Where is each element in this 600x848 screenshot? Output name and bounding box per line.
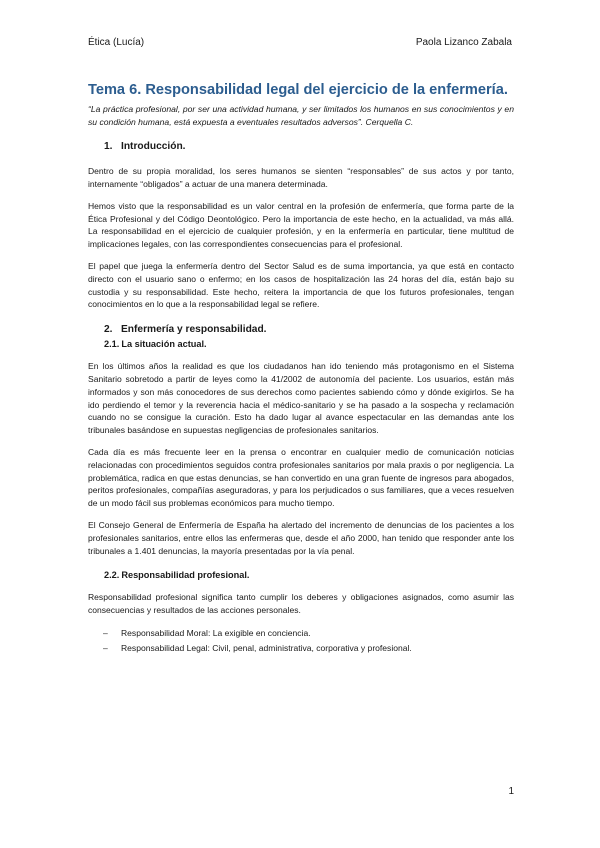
document-title: Tema 6. Responsabilidad legal del ejercicio de la enfermería. — [88, 82, 508, 98]
subsection-2-2-title: Responsabilidad profesional. — [121, 570, 250, 581]
paragraph: Hemos visto que la responsabilidad es un valor central en la profesión de enfermería, que forma parte de la Ética Profesional y del Código Deontológico. Pero la importancia de este hecho, en la actualidad, va más allá. La responsabilidad en el ejercicio de cualquier profesión, y en la enfermería en particular, tiene multitud de implicaciones legales, con las correspondientes consecuencias para el profesional. — [88, 200, 514, 250]
dash-bullet-icon: – — [103, 627, 108, 638]
document-body — [88, 82, 514, 655]
subsection-2-1-title: La situación actual. — [121, 339, 207, 350]
paragraph: Cada día es más frecuente leer en la prensa o encontrar en cualquier medio de comunicación noticias relacionadas con procedimientos seguidos contra profesionales sanitarios por mala praxis o por negligencia. La problemática, radica en que estas denuncias, se han convertido en una gran fuente de ingresos para abogados, peritos profesionales, compañías aseguradoras, y para los perjudicados o sus familiares, que a veces resuelven de un modo fácil sus problemas económicos para mucho tiempo. — [88, 446, 514, 509]
section-1-number: 1. — [104, 141, 113, 153]
paragraph: En los últimos años la realidad es que los ciudadanos han ido teniendo más protagonismo en el Sistema Sanitario sobretodo a partir de leyes como la 41/2002 de autonomía del paciente. Los usuarios, están más informados y son más conocedores de sus derechos como pacientes sabiendo cómo y dónde exigirlos. Se ha ido perdiendo el temor y la reverencia hacia el médico-sanitario y se ha pasado a la sospecha y reclamación cuando no se consigue la curación. Esto ha dado lugar al avance espectacular en las demandas ante los tribunales basándose en supuestas negligencias de profesionales sanitarios. — [88, 361, 514, 436]
page-number: 1 — [508, 786, 514, 797]
epigraph-quote: “La práctica profesional, por ser una actividad humana, y ser limitados los humanos en sus conocimientos y en su condición humana, está expuesta a eventuales resultados adversos”. Cerquella C. — [88, 104, 514, 127]
paragraph: El Consejo General de Enfermería de España ha alertado del incremento de denuncias de los pacientes a los profesionales sanitarios, entre ellos las enfermeras que, desde el año 2000, han tenido que responder ante los tribunales a 1.401 denuncias, la mayoría presentadas por la vía penal. — [88, 519, 514, 556]
section-2-heading — [88, 323, 514, 336]
paragraph: Dentro de su propia moralidad, los seres humanos se sienten “responsables” de sus actos y por tanto, internamente “obligados” a actuar de una manera determinada. — [88, 166, 514, 189]
section-1-heading — [88, 140, 514, 153]
header-left: Ética (Lucía) — [88, 37, 145, 48]
subsection-2-1-heading — [88, 338, 514, 350]
header-right: Paola Lizanco Zabala — [415, 37, 512, 48]
dash-bullet-icon: – — [103, 642, 108, 653]
subsection-2-1-number: 2.1. — [104, 339, 120, 350]
section-2-number: 2. — [104, 324, 113, 336]
subsection-2-2-heading — [88, 569, 514, 581]
responsibility-list — [88, 626, 514, 655]
list-item — [88, 626, 514, 641]
list-item-text: Responsabilidad Moral: La exigible en conciencia. — [121, 627, 311, 638]
paragraph: Responsabilidad profesional significa tanto cumplir los deberes y obligaciones asignados, como asumir las consecuencias y resultados de las acciones personales. — [88, 592, 514, 616]
section-2-title: Enfermería y responsabilidad. — [121, 324, 267, 336]
section-1-title: Introducción. — [121, 141, 186, 153]
list-item — [88, 641, 514, 656]
subsection-2-2-number: 2.2. — [104, 570, 120, 581]
list-item-text: Responsabilidad Legal: Civil, penal, administrativa, corporativa y profesional. — [121, 642, 412, 653]
paragraph: El papel que juega la enfermería dentro del Sector Salud es de suma importancia, ya que está en contacto directo con el usuario sano o enfermo; en los casos de hospitalización las 24 horas del día, están bajo su custodia y su responsabilidad. Este hecho, reitera la importancia de que los futuros profesionales, tengan conocimientos en lo que a la responsabilidad legal se refiere. — [88, 260, 514, 310]
